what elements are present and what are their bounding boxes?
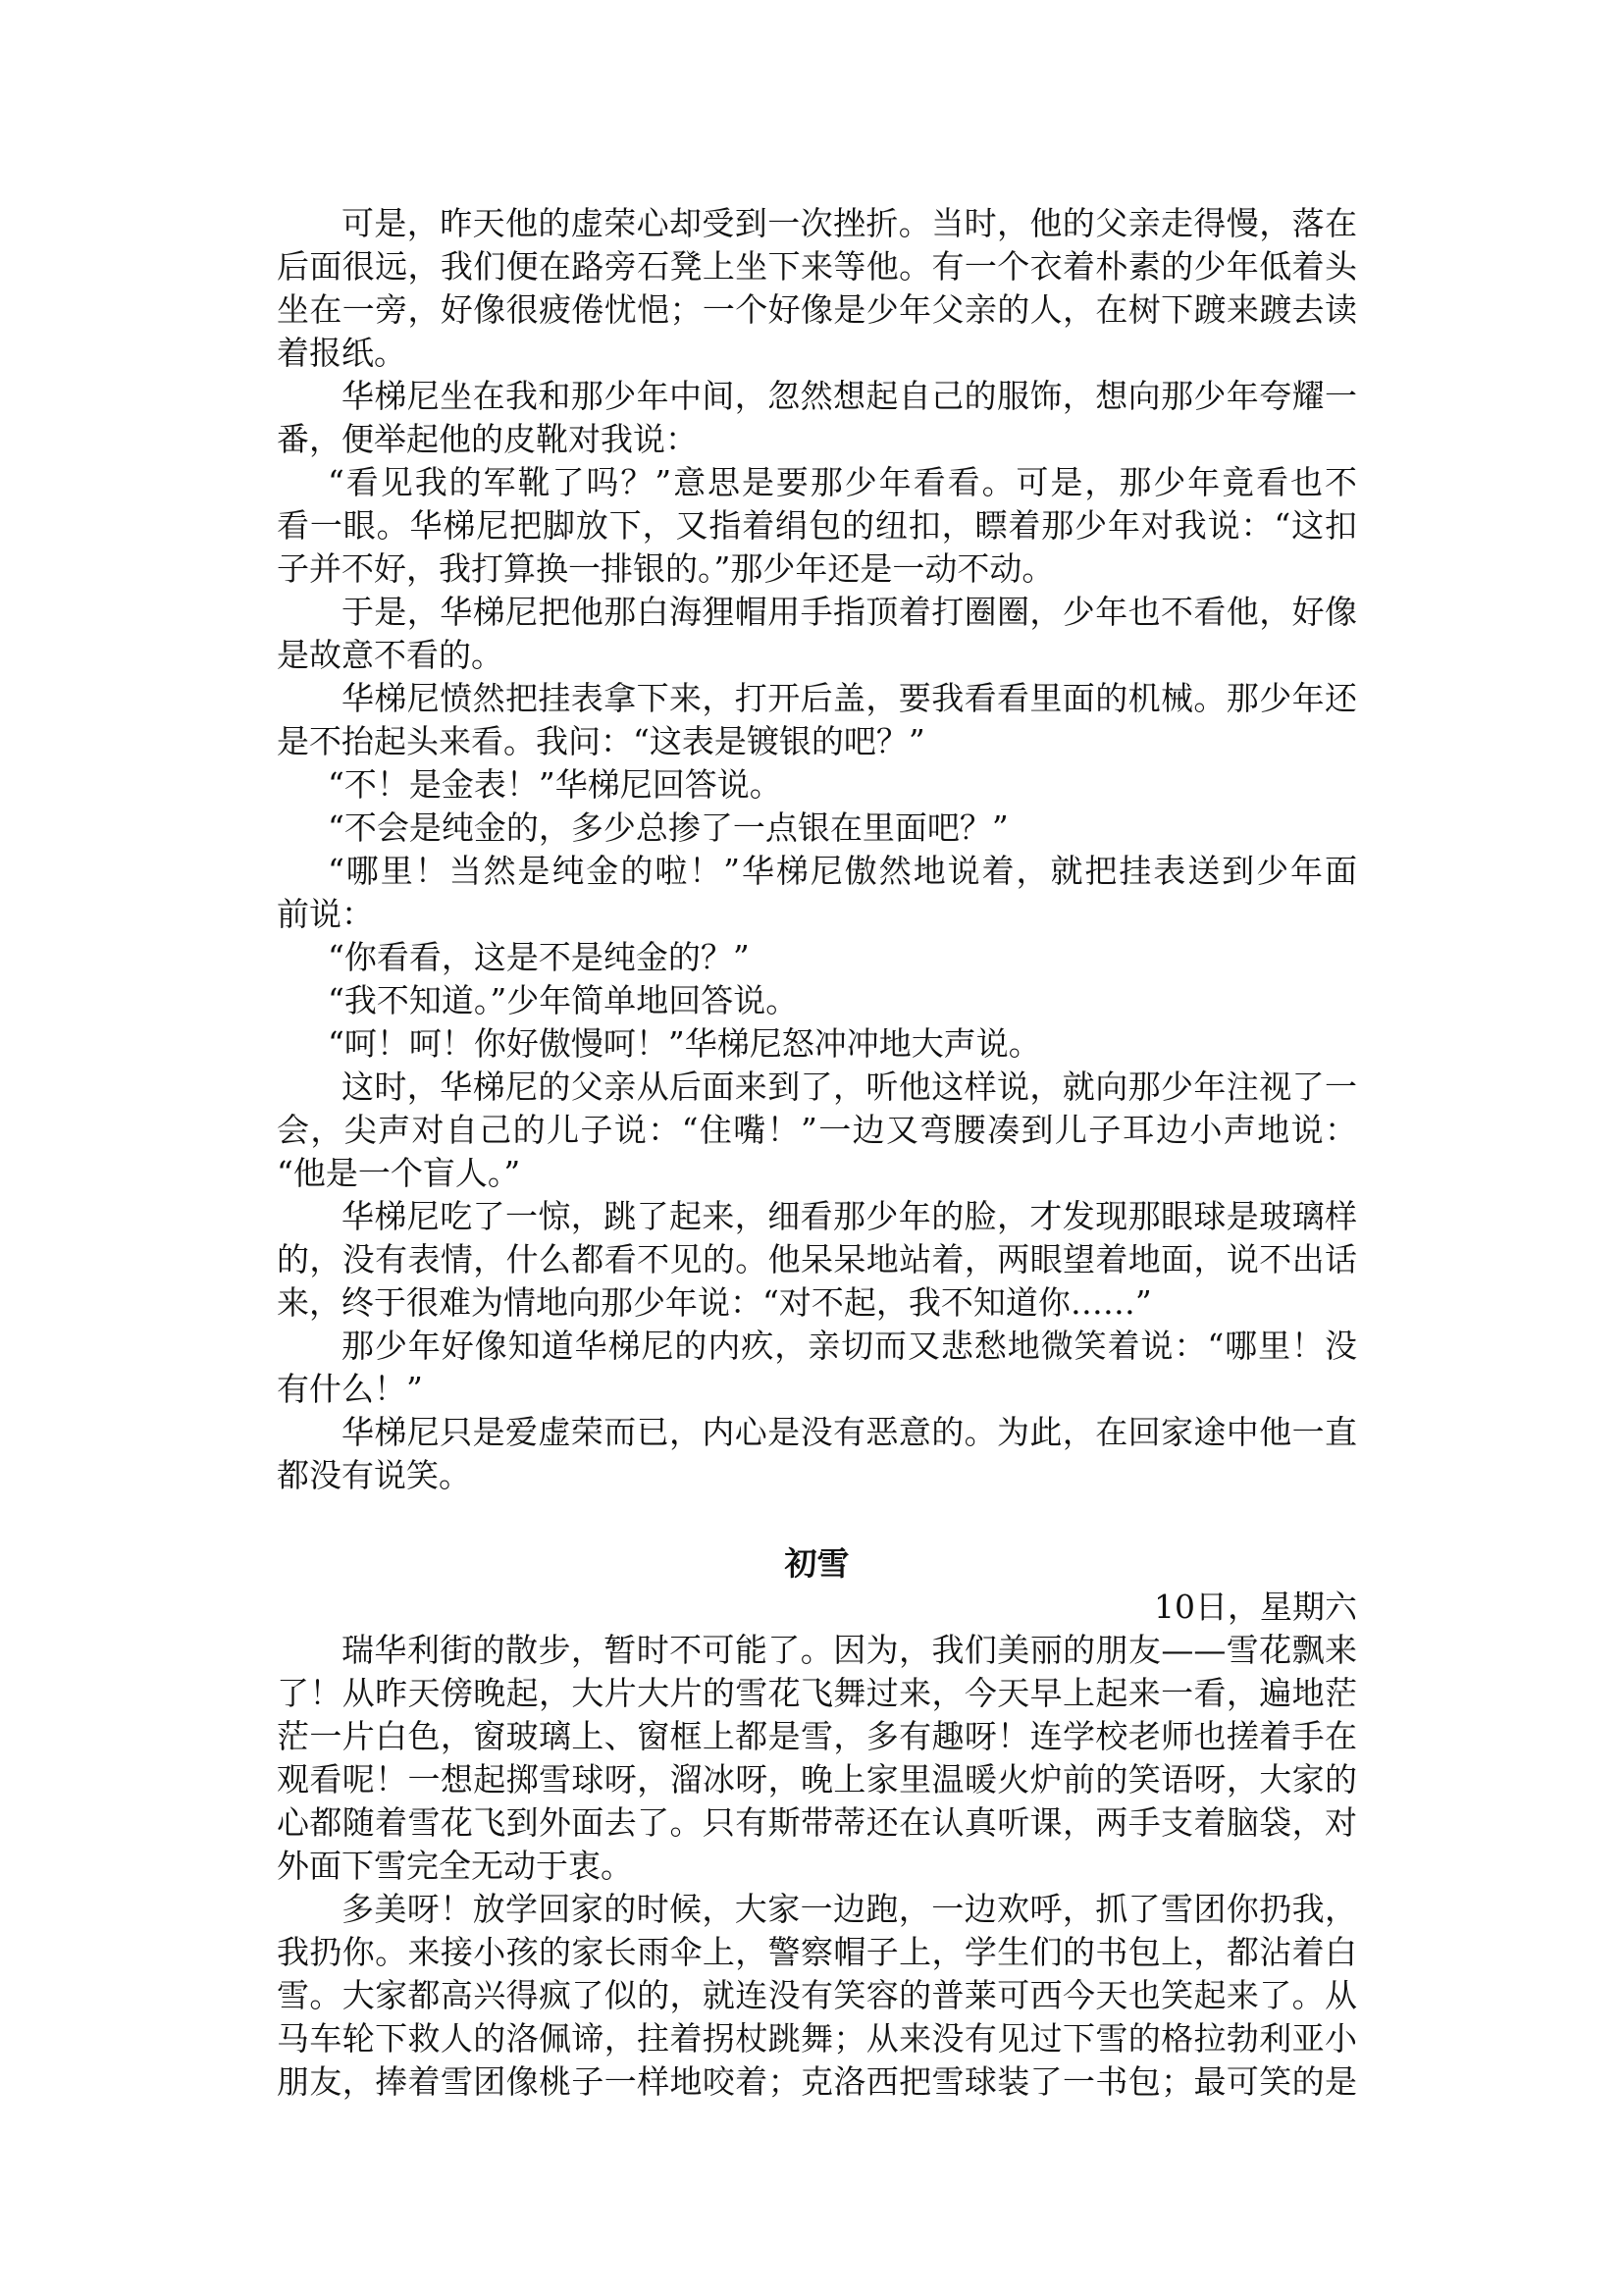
text-line: 瑞华利街的散步，暂时不可能了。因为，我们美丽的朋友——雪花飘来 — [341, 1631, 1357, 1669]
text-line: “我不知道。”少年简单地回答说。 — [328, 981, 799, 1019]
text-line: 那少年好像知道华梯尼的内疚，亲切而又悲愁地微笑着说：“哪里！没 — [341, 1327, 1357, 1365]
text-line: 于是，华梯尼把他那白海狸帽用手指顶着打圈圈，少年也不看他，好像 — [341, 593, 1357, 631]
text-line: 看一眼。华梯尼把脚放下，又指着绢包的纽扣，瞟着那少年对我说：“这扣 — [277, 506, 1357, 545]
text-line: 华梯尼愤然把挂表拿下来，打开后盖，要我看看里面的机械。那少年还 — [341, 679, 1357, 717]
paragraph — [277, 461, 1357, 591]
paragraph — [277, 1195, 1357, 1325]
text-line: “呵！呵！你好傲慢呵！”华梯尼怒冲冲地大声说。 — [328, 1024, 1041, 1063]
text-line: 后面很远，我们便在路旁石凳上坐下来等他。有一个衣着朴素的少年低着头 — [277, 247, 1357, 286]
text-line: “不会是纯金的，多少总掺了一点银在里面吧？” — [328, 808, 1009, 847]
paragraph — [277, 1022, 1357, 1066]
paragraph — [277, 850, 1357, 936]
text-line: 会，尖声对自己的儿子说：“住嘴！”一边又弯腰凑到儿子耳边小声地说： — [277, 1111, 1357, 1149]
text-line: “你看看，这是不是纯金的？” — [328, 938, 750, 976]
paragraph — [277, 375, 1357, 461]
text-line: 马车轮下救人的洛佩谛，拄着拐杖跳舞；从来没有见过下雪的格拉勃利亚小 — [277, 2019, 1357, 2058]
paragraph — [277, 1411, 1357, 1497]
paragraph — [277, 1066, 1357, 1195]
text-line: 多美呀！放学回家的时候，大家一边跑，一边欢呼，抓了雪团你扔我， — [341, 1890, 1357, 1928]
paragraph — [277, 807, 1357, 850]
text-line: 心都随着雪花飞到外面去了。只有斯带蒂还在认真听课，两手支着脑袋，对 — [277, 1803, 1357, 1842]
paragraph — [277, 979, 1357, 1022]
paragraph — [277, 591, 1357, 677]
story-section — [277, 202, 1357, 1497]
paragraph — [277, 202, 1357, 375]
text-line: 是不抬起头来看。我问：“这表是镀银的吧？” — [277, 722, 925, 760]
text-line: 来，终于很难为情地向那少年说：“对不起，我不知道你……” — [277, 1283, 1152, 1322]
text-line: 朋友，捧着雪团像桃子一样地咬着；克洛西把雪球装了一书包；最可笑的是 — [277, 2062, 1357, 2101]
text-line: 可是，昨天他的虚荣心却受到一次挫折。当时，他的父亲走得慢，落在 — [341, 204, 1357, 242]
text-line: 子并不好，我打算换一排银的。”那少年还是一动不动。 — [277, 549, 1055, 588]
text-line: “看见我的军靴了吗？”意思是要那少年看看。可是，那少年竟看也不 — [328, 463, 1357, 501]
text-line: 华梯尼坐在我和那少年中间，忽然想起自己的服饰，想向那少年夸耀一 — [341, 377, 1357, 415]
text-line: 这时，华梯尼的父亲从后面来到了，听他这样说，就向那少年注视了一 — [341, 1068, 1357, 1106]
document-page — [277, 202, 1357, 2104]
text-line: 观看呢！一想起掷雪球呀，溜冰呀，晚上家里温暖火炉前的笑语呀，大家的 — [277, 1760, 1357, 1799]
text-line: “他是一个盲人。” — [277, 1154, 521, 1192]
paragraph — [277, 763, 1357, 807]
text-line: 了！从昨天傍晚起，大片大片的雪花飞舞过来，今天早上起来一看，遍地茫 — [277, 1674, 1357, 1712]
text-line: 我扔你。来接小孩的家长雨伞上，警察帽子上，学生们的书包上，都沾着白 — [277, 1933, 1357, 1971]
paragraph — [277, 1325, 1357, 1411]
text-line: 茫一片白色，窗玻璃上、窗框上都是雪，多有趣呀！连学校老师也搓着手在 — [277, 1717, 1357, 1755]
text-line: 是故意不看的。 — [277, 636, 503, 674]
text-line: 有什么！” — [277, 1370, 423, 1408]
chapter-body — [277, 1629, 1357, 2104]
paragraph — [277, 1888, 1357, 2104]
text-line: 番，便举起他的皮靴对我说： — [277, 420, 698, 458]
text-line: 雪。大家都高兴得疯了似的，就连没有笑容的普莱可西今天也笑起来了。从 — [277, 1976, 1357, 2014]
text-line: 外面下雪完全无动于衷。 — [277, 1847, 633, 1885]
text-line: 着报纸。 — [277, 334, 406, 372]
paragraph — [277, 677, 1357, 763]
chapter-date: 10日，星期六 — [1154, 1588, 1357, 1626]
paragraph — [277, 1629, 1357, 1888]
text-line: 华梯尼只是爱虚荣而已，内心是没有恶意的。为此，在回家途中他一直 — [341, 1413, 1357, 1451]
section-spacer — [277, 1497, 1357, 1542]
paragraph — [277, 936, 1357, 979]
text-line: 都没有说笑。 — [277, 1456, 471, 1494]
text-line: 的，没有表情，什么都看不见的。他呆呆地站着，两眼望着地面，说不出话 — [277, 1240, 1357, 1278]
text-line: 前说： — [277, 895, 374, 933]
text-line: 坐在一旁，好像很疲倦忧悒；一个好像是少年父亲的人，在树下踱来踱去读 — [277, 290, 1357, 329]
chapter-title: 初雪 — [784, 1544, 850, 1583]
text-line: “哪里！当然是纯金的啦！”华梯尼傲然地说着，就把挂表送到少年面 — [328, 852, 1357, 890]
text-line: “不！是金表！”华梯尼回答说。 — [328, 765, 782, 804]
text-line: 华梯尼吃了一惊，跳了起来，细看那少年的脸，才发现那眼球是玻璃样 — [341, 1197, 1357, 1235]
